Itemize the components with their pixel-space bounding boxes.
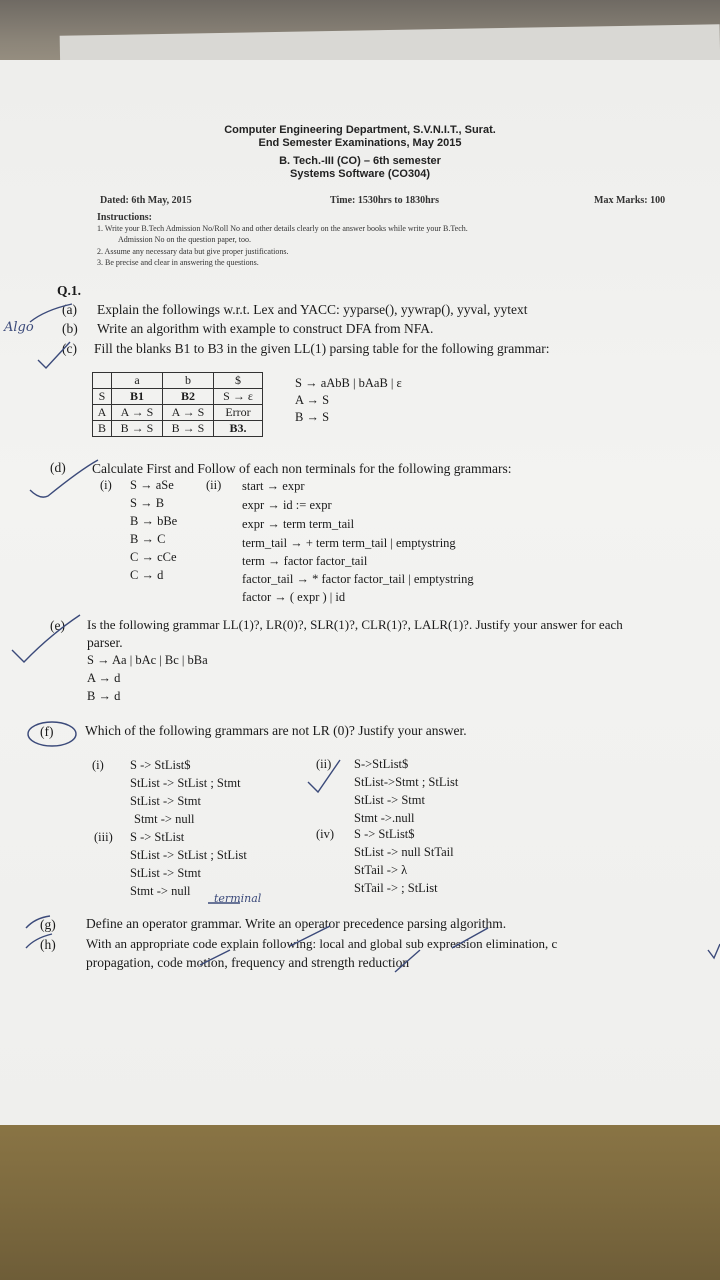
grammar-f-ii-line: Stmt ->.null: [354, 811, 415, 825]
table-header-cell: b: [163, 373, 214, 389]
grammar-d-i-line: C → cCe: [130, 550, 177, 564]
grammar-d-i-line: B → C: [130, 532, 166, 546]
table-cell: A → S: [112, 405, 163, 421]
grammar-f-iv-line: StTail -> ; StList: [354, 881, 438, 895]
grammar-d-ii-line: factor_tail → * factor factor_tail | emptystring: [242, 572, 474, 586]
grammar-f-iv-line: S -> StList$: [354, 827, 415, 841]
grammar-f-iii-line: StList -> Stmt: [130, 866, 201, 880]
pen-check-mark: [30, 304, 72, 322]
label-f: (f): [40, 724, 54, 739]
table-header-cell: a: [112, 373, 163, 389]
pen-check-mark: [708, 944, 720, 958]
grammar-f-i-line: StList -> Stmt: [130, 794, 201, 808]
question-b: Write an algorithm with example to construct DFA from NFA.: [97, 321, 434, 336]
grammar-d-ii-line: expr → id := expr: [242, 498, 332, 512]
label-h: (h): [40, 937, 56, 952]
d-i-label: (i): [100, 478, 112, 492]
label-g: (g): [40, 917, 56, 932]
exam-title: End Semester Examinations, May 2015: [258, 137, 462, 149]
grammar-d-i-line: B → bBe: [130, 514, 178, 528]
table-cell: A → S: [163, 405, 214, 421]
table-cell: S: [93, 389, 112, 405]
question-f: Which of the following grammars are not LR (0)? Justify your answer.: [85, 723, 467, 738]
instruction-2: 2. Assume any necessary data but give proper justifications.: [97, 247, 289, 256]
question-e: Is the following grammar LL(1)?, LR(0)?, SLR(1)?, CLR(1)?, LALR(1)?. Justify your answer for each: [87, 617, 623, 632]
question-c: Fill the blanks B1 to B3 in the given LL(1) parsing table for the following grammar:: [94, 341, 550, 356]
grammar-c-line: S → aAbB | bAaB | ε: [295, 376, 402, 390]
grammar-e-line: A → d: [87, 671, 121, 685]
grammar-d-ii-line: expr → term term_tail: [242, 517, 355, 531]
handwritten-terminal: terminal: [214, 892, 262, 905]
grammar-d-i-line: S → B: [130, 496, 165, 510]
pen-check-mark: [308, 760, 340, 792]
f-ii-label: (ii): [316, 757, 332, 771]
grammar-d-i-line: S → aSe: [130, 478, 174, 492]
label-b: (b): [62, 321, 78, 336]
max-marks: Max Marks: 100: [594, 195, 666, 206]
d-ii-label: (ii): [206, 478, 222, 492]
instructions-title: Instructions:: [97, 212, 153, 223]
pen-check-mark: [26, 916, 50, 928]
grammar-f-iv-line: StTail -> λ: [354, 863, 408, 877]
grammar-d-ii-line: term_tail → + term term_tail | emptystring: [242, 536, 456, 550]
question-e-cont: parser.: [87, 635, 123, 650]
grammar-f-ii-line: StList -> Stmt: [354, 793, 425, 807]
question-h: With an appropriate code explain following: local and global sub expression elimination, c: [86, 936, 558, 951]
f-iii-label: (iii): [94, 830, 113, 844]
table-cell: A: [93, 405, 112, 421]
label-d: (d): [50, 460, 66, 475]
question-g: Define an operator grammar. Write an operator precedence parsing algorithm.: [86, 916, 507, 931]
pen-slash: [395, 950, 420, 972]
grammar-d-ii-line: term → factor factor_tail: [242, 554, 368, 568]
table-cell: B2: [163, 389, 214, 405]
question-1-label: Q.1.: [57, 283, 82, 298]
f-iv-label: (iv): [316, 827, 335, 841]
subject-title: Systems Software (CO304): [290, 168, 430, 180]
grammar-d-ii-line: factor → ( expr ) | id: [242, 590, 346, 604]
pen-check-mark: [38, 342, 70, 368]
grammar-e-line: B → d: [87, 689, 121, 703]
instruction-1: 1. Write your B.Tech Admission No/Roll No and other details clearly on the answer books while write your B.Tech.: [97, 224, 468, 233]
table-cell: B → S: [112, 421, 163, 437]
label-a: (a): [62, 302, 77, 317]
grammar-c-line: A → S: [295, 393, 330, 407]
table-cell: B → S: [163, 421, 214, 437]
grammar-f-i-line: Stmt -> null: [134, 812, 195, 826]
grammar-e-line: S → Aa | bAc | Bc | bBa: [87, 653, 208, 667]
table-cell: Error: [214, 405, 263, 421]
label-e: (e): [50, 618, 65, 633]
table-cell: B1: [112, 389, 163, 405]
time: Time: 1530hrs to 1830hrs: [330, 195, 439, 206]
label-c: (c): [62, 341, 77, 356]
table-cell: S → ε: [214, 389, 263, 405]
pen-check-mark: [30, 460, 98, 497]
question-a: Explain the followings w.r.t. Lex and YACC: yyparse(), yywrap(), yyval, yytext: [97, 302, 528, 317]
pen-annotations: [0, 60, 720, 1125]
table-cell: B: [93, 421, 112, 437]
pen-slash: [290, 926, 330, 946]
pen-check-mark: [12, 615, 80, 662]
grammar-f-ii-line: StList->Stmt ; StList: [354, 775, 459, 789]
instruction-1-cont: Admission No on the question paper, too.: [118, 235, 251, 244]
grammar-f-ii-line: S->StList$: [354, 757, 409, 771]
pen-slash: [200, 950, 230, 965]
grammar-f-iii-line: S -> StList: [130, 830, 185, 844]
table-cell: B3.: [214, 421, 263, 437]
grammar-f-iii-line: StList -> StList ; StList: [130, 848, 247, 862]
department-title: Computer Engineering Department, S.V.N.I.T., Surat.: [224, 124, 496, 136]
exam-paper: [0, 60, 720, 1125]
grammar-f-i-line: S -> StList$: [130, 758, 191, 772]
grammar-f-iv-line: StList -> null StTail: [354, 845, 454, 859]
f-i-label: (i): [92, 758, 104, 772]
grammar-c-line: B → S: [295, 410, 330, 424]
pen-slash: [452, 928, 488, 948]
table-surface: [0, 1120, 720, 1280]
course-title: B. Tech.-III (CO) – 6th semester: [279, 155, 441, 167]
grammar-f-iii-line: Stmt -> null: [130, 884, 191, 898]
grammar-f-i-line: StList -> StList ; Stmt: [130, 776, 241, 790]
question-h-cont: propagation, code motion, frequency and strength reduction: [86, 955, 410, 970]
pen-circle: [28, 722, 76, 746]
handwritten-algo: Algo: [4, 320, 34, 335]
instruction-3: 3. Be precise and clear in answering the questions.: [97, 258, 259, 267]
question-d: Calculate First and Follow of each non terminals for the following grammars:: [92, 461, 512, 476]
grammar-d-i-line: C → d: [130, 568, 164, 582]
pen-check-mark: [26, 934, 52, 948]
table-header-cell: $: [214, 373, 263, 389]
dated: Dated: 6th May, 2015: [100, 195, 192, 206]
grammar-d-ii-line: start → expr: [242, 479, 305, 493]
